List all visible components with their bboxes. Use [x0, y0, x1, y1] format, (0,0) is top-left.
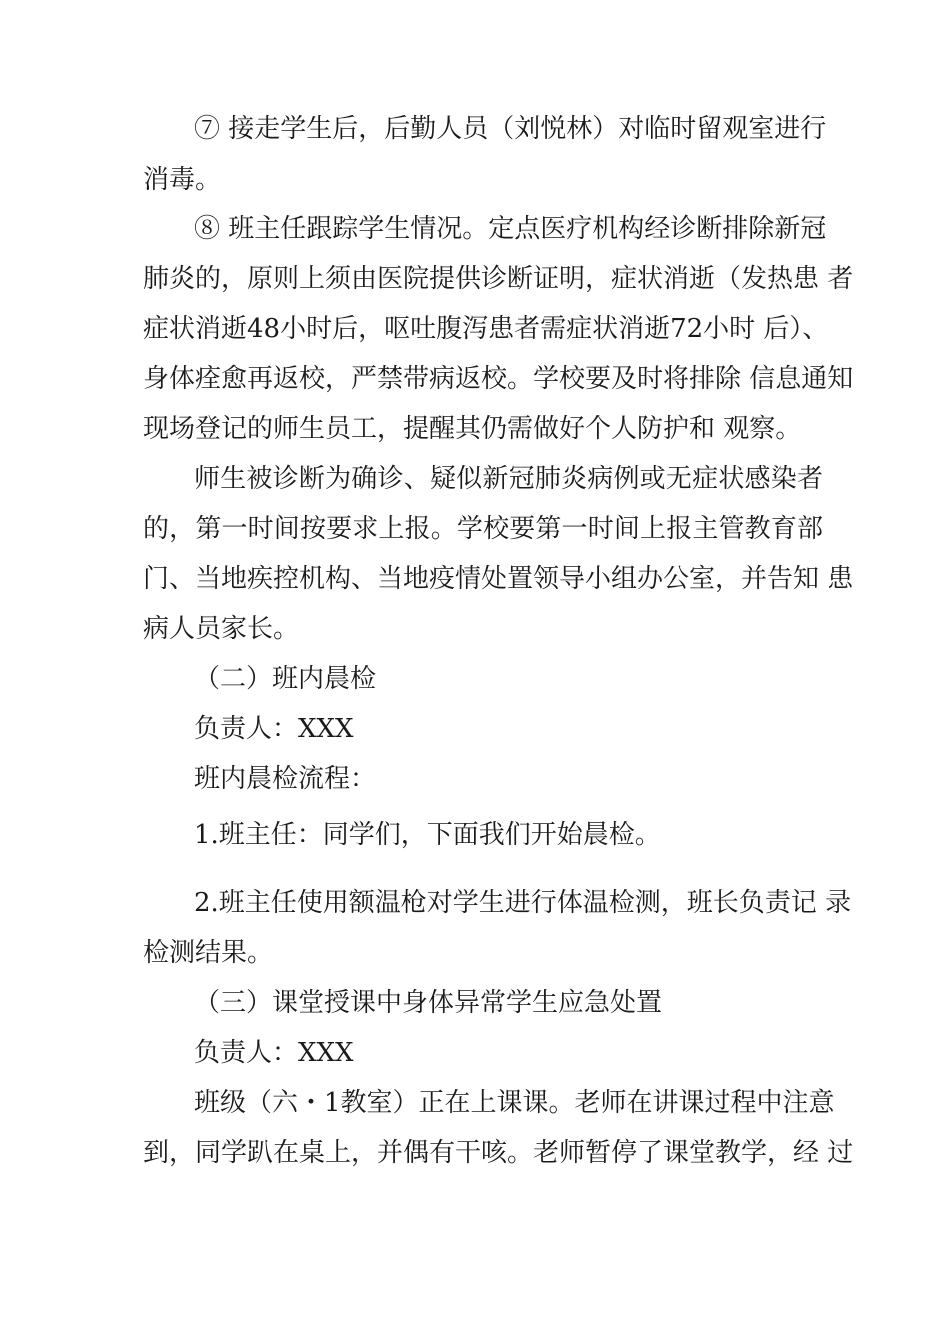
paragraph-8-line-5: 现场登记的师生员工，提醒其仍需做好个人防护和 观察。 [143, 414, 802, 444]
report-paragraph-line-4: 病人员家长。 [143, 614, 300, 644]
classroom-emergency-owner: 负责人：XXX [194, 1038, 354, 1068]
morning-check-step-2-line-2: 检测结果。 [143, 938, 274, 968]
report-paragraph-line-1: 师生被诊断为确诊、疑似新冠肺炎病例或无症状感染者 [194, 464, 823, 494]
paragraph-7-line-2: 消毒。 [143, 165, 222, 195]
morning-check-flow-label: 班内晨检流程： [194, 764, 377, 794]
paragraph-8-line-1: ⑧ 班主任跟踪学生情况。定点医疗机构经诊断排除新冠 [194, 214, 827, 244]
paragraph-8-line-4: 身体痊愈再返校，严禁带病返校。学校要及时将排除 信息通知 [143, 364, 854, 394]
paragraph-8-line-2: 肺炎的，原则上须由医院提供诊断证明，症状消逝（发热患 者 [143, 264, 854, 294]
paragraph-8-line-3: 症状消逝48小时后，呕吐腹泻患者需症状消逝72小时 后）、 [143, 314, 829, 344]
paragraph-7-line-1: ⑦ 接走学生后，后勤人员（刘悦林）对临时留观室进行 [194, 114, 827, 144]
section-heading-morning-check: （二）班内晨检 [194, 664, 377, 694]
report-paragraph-line-2: 的，第一时间按要求上报。学校要第一时间上报主管教育部 [143, 514, 823, 544]
classroom-paragraph-line-2: 到，同学趴在桌上，并偶有干咳。老师暂停了课堂教学，经 过 [143, 1138, 854, 1168]
classroom-paragraph-line-1: 班级（六・1教室）正在上课课。老师在讲课过程中注意 [194, 1088, 835, 1118]
morning-check-step-2-line-1: 2.班主任使用额温枪对学生进行体温检测，班长负责记 录 [194, 888, 852, 918]
morning-check-step-1: 1.班主任：同学们，下面我们开始晨检。 [194, 820, 661, 850]
report-paragraph-line-3: 门、当地疾控机构、当地疫情处置领导小组办公室，并告知 患 [143, 564, 854, 594]
section-heading-classroom-emergency: （三）课堂授课中身体异常学生应急处置 [194, 988, 663, 1018]
morning-check-owner: 负责人：XXX [194, 714, 354, 744]
